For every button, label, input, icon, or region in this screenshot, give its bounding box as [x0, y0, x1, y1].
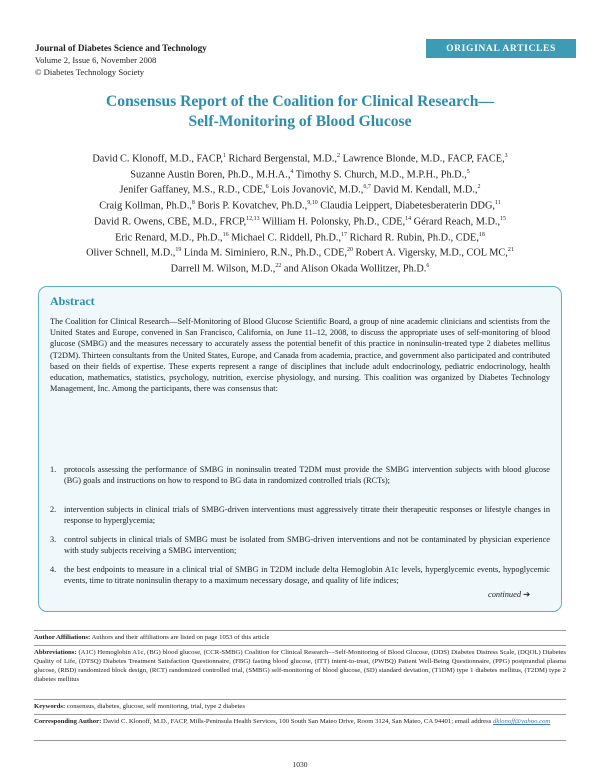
continued-note — [488, 589, 530, 599]
author-affil: 6,7 — [363, 184, 371, 191]
author-affil: 18 — [478, 231, 485, 238]
section-badge: ORIGINAL ARTICLES — [426, 39, 576, 58]
author-affil: 17 — [341, 231, 348, 238]
list-number: 1. — [50, 465, 57, 474]
author-line — [22, 213, 578, 229]
author-affil: 2 — [337, 153, 341, 159]
list-text: control subjects in clinical trials of SMBG must be isolated from SMBG-driven interventions and not be contaminated by physician experience with study subjects receiving a SMBG intervention; — [64, 535, 550, 556]
author-name: William H. Polonsky, Ph.D., CDE, — [259, 216, 406, 228]
affiliations-label: Author Affiliations: — [34, 634, 91, 641]
author-name: Gérard Reach, M.D., — [411, 216, 501, 228]
author-name: Eric Renard, M.D., Ph.D., — [115, 232, 223, 244]
author-name: Darrell M. Wilson, M.D., — [170, 263, 276, 275]
divider — [34, 645, 566, 646]
author-affil: 8 — [191, 200, 195, 207]
arrow-right-icon: ➔ — [523, 590, 531, 599]
corresponding-text: David C. Klonoff, M.D., FACP, Mills-Peninsula Health Services, 100 South San Mateo Drive, Room 3124, San Mateo, CA 94401; email address — [101, 718, 494, 725]
author-name: David M. Kendall, M.D., — [370, 184, 478, 196]
divider — [34, 740, 566, 741]
author-affil: 3 — [504, 153, 508, 159]
title-line-1: Consensus Report of the Coalition for Clinical Research— — [106, 93, 494, 110]
list-number: 2. — [50, 505, 57, 514]
divider — [34, 699, 566, 700]
author-affil: 11 — [494, 200, 501, 207]
author-name: Lawrence Blonde, M.D., FACP, FACE, — [340, 153, 505, 165]
author-affil: 2 — [477, 184, 481, 191]
continued-label: continued — [488, 590, 522, 599]
corresponding-author — [34, 717, 566, 726]
list-text: the best endpoints to measure in a clinical trial of SMBG in T2DM include delta Hemoglobin A1c levels, hyperglycemic events, hypoglycemic events, time to titrate noninsulin therapy to a maximum necessary dosage, and quality of life indices; — [64, 565, 550, 586]
author-affil: 19 — [175, 247, 182, 254]
author-line — [22, 181, 578, 197]
list-number: 3. — [50, 535, 57, 544]
page-number: 1030 — [292, 760, 308, 769]
abbreviations-text: (A1C) Hemoglobin A1c, (BG) blood glucose, (CCR-SMBG) Coalition for Clinical Research—Self-Monitoring of Blood Glucose, (DDS) Diabetes Distress Scale, (DQOL) Diabetes Quality of Life, (DTSQ) Diabetes Treatment Satisfaction Questionnaire, (FBG) fasting blood glucose, (ITT) intent-to-treat, (PWBQ) Patient Well-Being Questionnaire, (PPG) postprandial plasma glucose, (RBD) randomized block design, (RCT) randomized controlled trial, (SMBG) self-monitoring of blood glucose, (SD) standard deviation, (T1DM) type 1 diabetes mellitus, (T2DM) type 2 diabetes mellitus — [34, 649, 566, 683]
author-affil: 20 — [346, 247, 353, 254]
list-number: 4. — [50, 565, 57, 574]
author-name: Suzanne Austin Boren, Ph.D., M.H.A., — [130, 169, 291, 181]
author-name: Boris P. Kovatchev, Ph.D., — [194, 200, 308, 212]
email-link[interactable]: dklonoff@yahoo.com — [493, 718, 551, 725]
author-affil: 6 — [265, 184, 269, 191]
abstract-intro — [50, 316, 550, 394]
author-line — [22, 197, 578, 213]
author-name: Jenifer Gaffaney, M.S., R.D., CDE, — [119, 184, 266, 196]
abstract-paragraph: The Coalition for Clinical Research—Self-Monitoring of Blood Glucose Scientific Board, a group of nine academic clinicians and scientists from the United States and Europe, convened in San Francisco, California, on June 11–12, 2008, to discuss the appropriate uses of self-monitoring of blood glucose (SMBG) and the measures necessary to accurately assess the potential benefit of this practice in noninsulin-treated type 2 diabetes mellitus (T2DM). Thirteen consultants from the United States, Europe, and Canada from academia, practice, and government also participated and contributed based on their fields of expertise. These experts represent a range of disciplines that include adult endocrinology, pediatric endocrinology, health education, mathematics, statistics, psychology, nutrition, exercise physiology, and nursing. This coalition was organized by Diabetes Technology Management, Inc. Among the participants, there was consensus that: — [50, 317, 550, 394]
author-line — [22, 150, 578, 166]
author-name: Robert A. Vigersky, M.D., COL MC, — [352, 247, 508, 259]
divider — [34, 630, 566, 631]
author-name: Linda M. Siminiero, R.N., Ph.D., CDE, — [181, 247, 347, 259]
abbreviations-label: Abbreviations: — [34, 649, 77, 656]
author-name: Lois Jovanovič, M.D., — [268, 184, 364, 196]
author-line — [22, 166, 578, 182]
author-line — [22, 260, 578, 276]
author-affil: 6 — [426, 263, 430, 270]
author-name: Timothy S. Church, M.D., M.P.H., Ph.D., — [293, 169, 467, 181]
author-affil: 16 — [222, 231, 229, 238]
author-name: and Alison Okada Wollitzer, Ph.D. — [281, 263, 427, 275]
keywords — [34, 702, 566, 711]
list-text: intervention subjects in clinical trials of SMBG-driven interventions must aggressively titrate their therapeutic responses or lifestyle changes in response to hyperglycemia; — [64, 505, 550, 526]
author-affil: 5 — [466, 168, 470, 175]
author-name: David R. Owens, CBE, M.D., FRCP, — [93, 216, 247, 228]
author-affil: 22 — [275, 263, 282, 270]
author-line — [22, 229, 578, 245]
journal-header — [35, 42, 207, 78]
author-affil: 14 — [405, 215, 412, 222]
corresponding-label: Corresponding Author: — [34, 718, 102, 725]
author-name: Richard Bergenstal, M.D., — [225, 153, 338, 165]
author-name: Richard R. Rubin, Ph.D., CDE, — [347, 232, 479, 244]
article-title — [40, 92, 560, 132]
author-affiliations — [34, 633, 566, 642]
author-affil: 1 — [222, 153, 226, 159]
author-name: Craig Kollman, Ph.D., — [99, 200, 192, 212]
keywords-label: Keywords: — [34, 703, 66, 710]
list-text: protocols assessing the performance of SMBG in noninsulin treated T2DM must provide the SMBG intervention subjects with blood glucose (BG) goals and instructions on how to respond to BG data in randomized controlled trials (RCTs); — [64, 465, 550, 486]
author-name: Michael C. Riddell, Ph.D., — [228, 232, 342, 244]
journal-title: Journal of Diabetes Science and Technology — [35, 43, 207, 53]
journal-copyright: © Diabetes Technology Society — [35, 67, 145, 77]
divider — [34, 714, 566, 715]
abstract-heading: Abstract — [50, 294, 95, 308]
author-name: David C. Klonoff, M.D., FACP, — [92, 153, 223, 165]
author-affil: 21 — [507, 247, 514, 254]
affiliations-text: Authors and their affiliations are listed on page 1053 of this article — [90, 634, 270, 641]
abbreviations — [34, 648, 566, 684]
author-name: Oliver Schnell, M.D., — [86, 247, 176, 259]
author-list — [22, 150, 578, 276]
author-line — [22, 244, 578, 260]
journal-volume: Volume 2, Issue 6, November 2008 — [35, 55, 157, 65]
keywords-text: consensus, diabetes, glucose, self monitoring, trial, type 2 diabetes — [65, 703, 245, 710]
title-line-2: Self-Monitoring of Blood Glucose — [188, 113, 412, 130]
author-affil: 9,10 — [307, 200, 318, 207]
author-affil: 15 — [500, 215, 507, 222]
author-name: Claudia Leippert, Diabetesberaterin DDG, — [317, 200, 495, 212]
author-affil: 4 — [290, 168, 294, 175]
author-affil: 12,13 — [246, 215, 260, 222]
